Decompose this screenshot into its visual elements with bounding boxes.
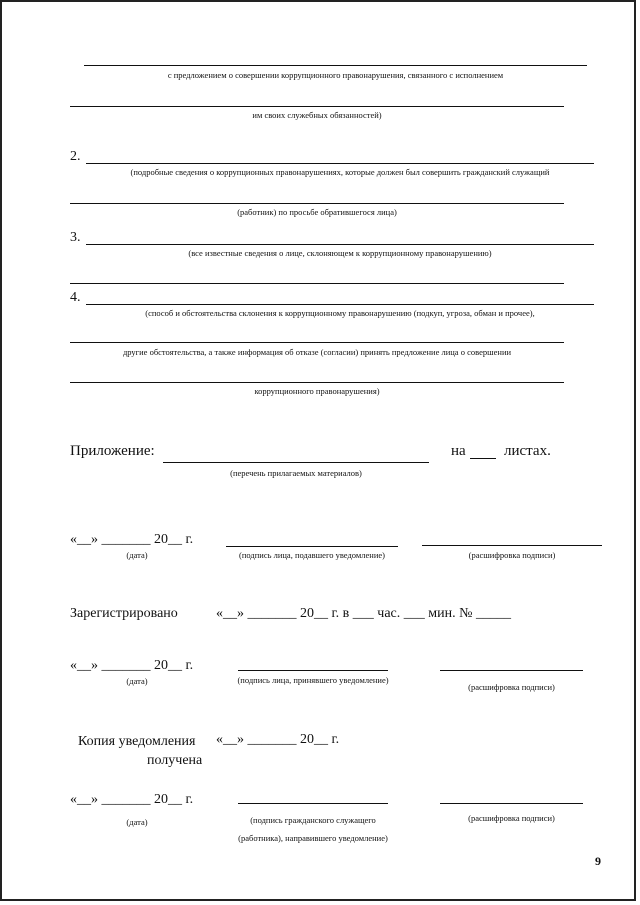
- field-line: [70, 203, 564, 204]
- decode-line: [422, 545, 602, 546]
- signature-line: [238, 670, 388, 671]
- sheets-count-line: [470, 458, 496, 459]
- caption: им своих служебных обязанностей): [252, 110, 382, 120]
- caption: (подробные сведения о коррупционных правонарушениях, которые должен был совершить гражданский служащий: [130, 167, 550, 177]
- item-number: 2.: [70, 149, 81, 164]
- copy-received-label: получена: [147, 753, 203, 768]
- attachment-field-line: [163, 462, 429, 463]
- field-line: [86, 304, 594, 305]
- page-number: 9: [595, 854, 601, 868]
- caption: (дата): [126, 676, 148, 686]
- field-line: [70, 283, 564, 284]
- item-number: 4.: [70, 290, 81, 305]
- caption: (перечень прилагаемых материалов): [230, 468, 362, 478]
- caption: (работник) по просьбе обратившегося лица): [237, 207, 397, 217]
- signature-line: [226, 546, 398, 547]
- attachment-label: Приложение:: [70, 443, 155, 459]
- field-line: [84, 65, 587, 66]
- caption: (расшифровка подписи): [468, 682, 555, 692]
- caption: (работника), направившего уведомление): [238, 833, 388, 843]
- caption: (способ и обстоятельства склонения к коррупционному правонарушению (подкуп, угроза, обман и прочее),: [145, 308, 535, 318]
- caption: другие обстоятельства, а также информация об отказе (согласии) принять предложение лица о совершении: [122, 347, 512, 357]
- field-line: [86, 163, 594, 164]
- field-line: [70, 382, 564, 383]
- date-field: «__» _______ 20__ г.: [70, 792, 194, 807]
- field-line: [70, 342, 564, 343]
- caption: (подпись лица, подавшего уведомление): [239, 550, 385, 560]
- attachment-on: на: [451, 443, 466, 459]
- caption: (дата): [126, 550, 148, 560]
- caption: (расшифровка подписи): [468, 550, 556, 560]
- copy-label: Копия уведомления: [78, 734, 196, 749]
- caption: (дата): [126, 817, 148, 827]
- copy-date: «__» _______ 20__ г.: [216, 732, 340, 747]
- caption: коррупционного правонарушения): [254, 386, 380, 396]
- field-line: [70, 106, 564, 107]
- item-number: 3.: [70, 230, 81, 245]
- registered-details: «__» _______ 20__ г. в ___ час. ___ мин. № _____: [216, 606, 511, 621]
- caption: (подпись гражданского служащего: [250, 815, 376, 825]
- field-line: [86, 244, 594, 245]
- registered-label: Зарегистрировано: [70, 606, 178, 621]
- decode-line: [440, 670, 583, 671]
- caption: (подпись лица, принявшего уведомление): [237, 675, 389, 685]
- decode-line: [440, 803, 583, 804]
- caption: (все известные сведения о лице, склоняющем к коррупционному правонарушению): [188, 248, 492, 258]
- date-field: «__» _______ 20__ г.: [70, 658, 194, 673]
- caption: (расшифровка подписи): [468, 813, 555, 823]
- caption: с предложением о совершении коррупционного правонарушения, связанного с исполнением: [167, 70, 504, 80]
- signature-line: [238, 803, 388, 804]
- date-field: «__» _______ 20__ г.: [70, 532, 194, 547]
- attachment-sheets: листах.: [504, 443, 551, 459]
